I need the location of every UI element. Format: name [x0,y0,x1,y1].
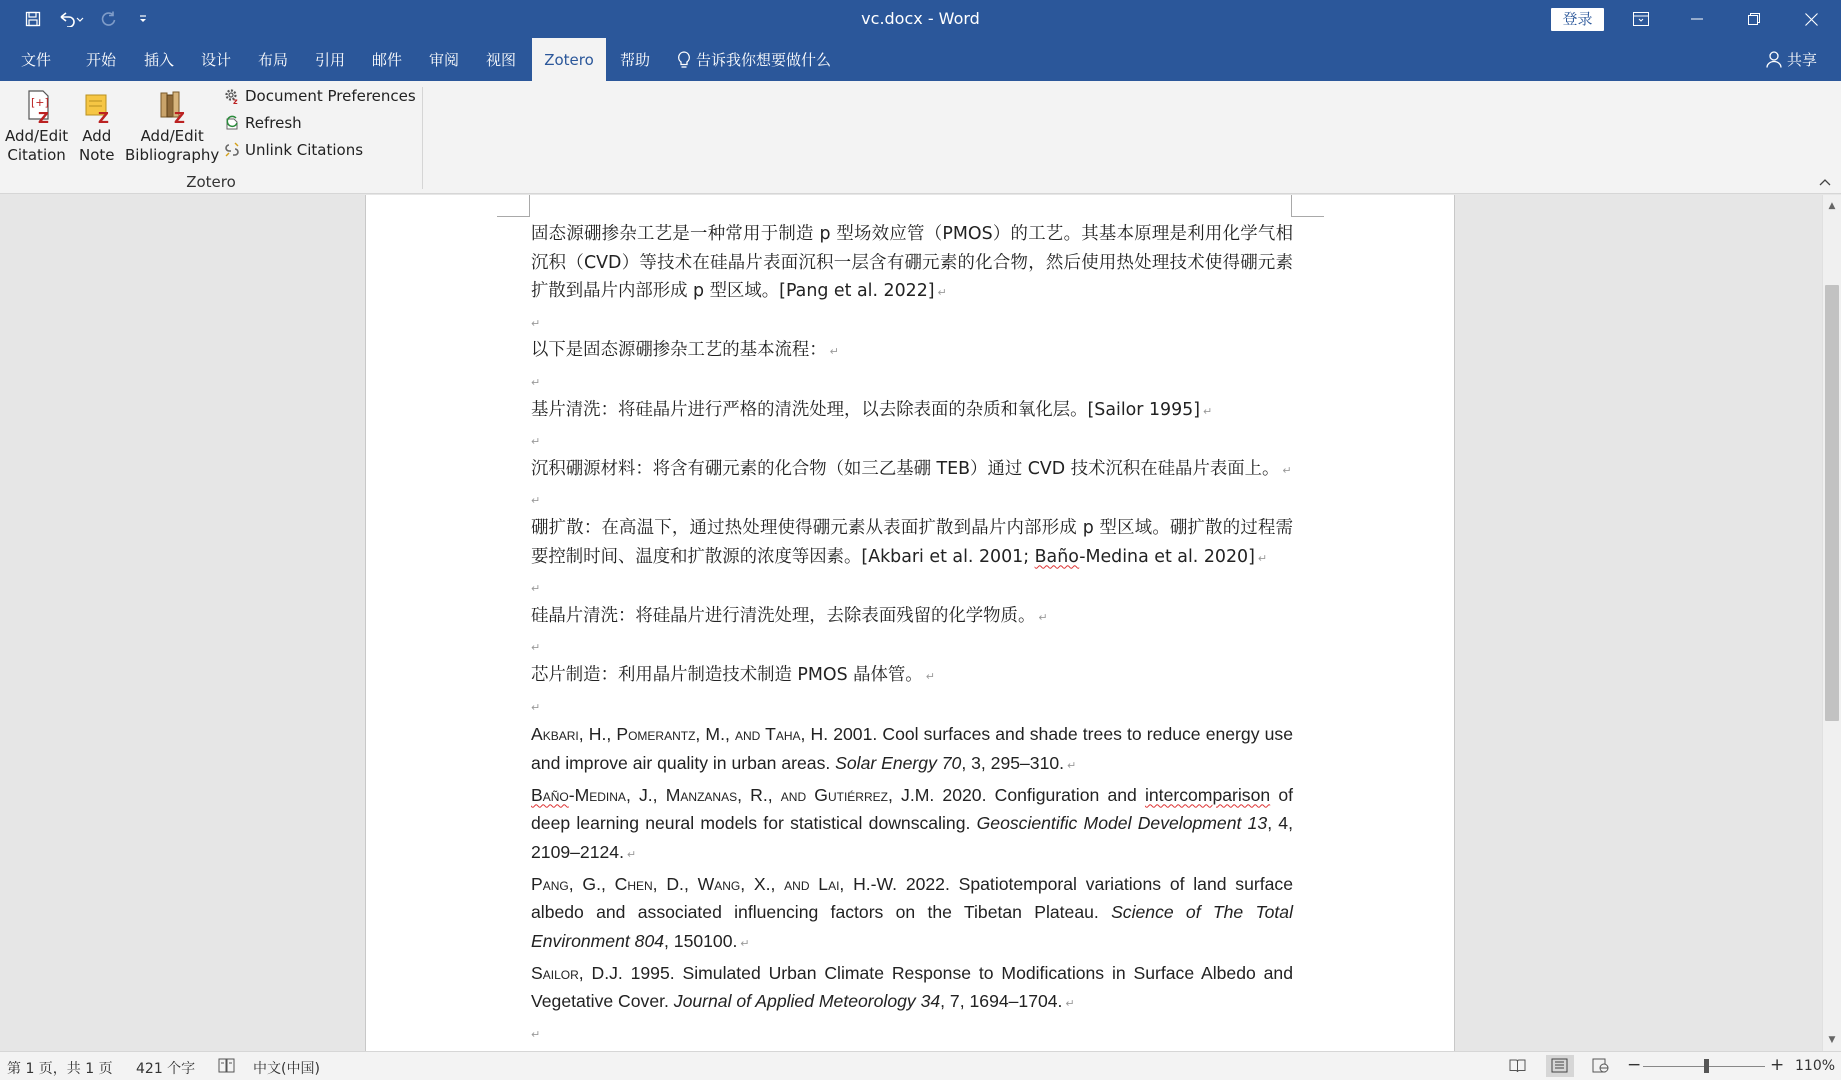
crop-mark-right [1291,195,1324,217]
add-edit-citation-label-2: Citation [7,146,66,164]
read-mode-icon[interactable] [1509,1058,1526,1073]
tell-me-label: 告诉我你想要做什么 [696,50,832,69]
spelling-error[interactable]: Baño [531,784,569,805]
document-page[interactable] [365,195,1455,1051]
svg-text:z: z [233,97,238,104]
svg-text:Z: Z [97,109,109,125]
save-icon[interactable] [18,6,48,32]
undo-icon[interactable] [52,6,90,32]
svg-text:Z: Z [37,109,49,125]
bibliography-icon [155,89,189,125]
empty-paragraph: ↵ [531,494,541,508]
document-preferences-button[interactable] [224,87,416,105]
empty-paragraph: ↵ [531,700,541,714]
svg-text:[+]: [+] [30,96,49,109]
share-button[interactable] [1766,38,1817,81]
paragraph: 基片清洗：将硅晶片进行严格的清洗处理，以去除表面的杂质和氧化层。[Sailor 1995] ↵ [531,399,1213,420]
paragraph: 沉积硼源材料：将含有硼元素的化合物（如三乙基硼 TEB）通过 CVD 技术沉积在硅晶片表面上。 ↵ [531,458,1292,479]
empty-paragraph: ↵ [531,375,541,389]
add-note-button[interactable] [79,89,115,165]
group-separator [422,87,423,189]
tab-mailings[interactable]: 邮件 [371,51,402,69]
scroll-up-icon[interactable]: ▲ [1828,201,1836,211]
tab-layout[interactable]: 布局 [257,51,288,69]
tab-home[interactable]: 开始 [85,51,116,69]
add-edit-citation-label-1: Add/Edit [5,127,69,145]
quick-access-toolbar [18,6,158,32]
word-count[interactable]: 421 个字 [136,1061,196,1077]
lightbulb-icon [676,51,692,69]
zoom-level[interactable]: 110% [1795,1058,1836,1074]
add-note-label-2: Note [79,146,115,164]
scroll-thumb[interactable] [1825,285,1839,721]
zoom-slider-thumb[interactable] [1704,1059,1709,1073]
unlink-citations-button[interactable] [224,141,363,159]
add-edit-bibliography-label-1: Add/Edit [140,127,204,145]
spelling-error[interactable]: Baño [1034,546,1080,567]
print-layout-icon[interactable] [1551,1058,1568,1073]
document-preferences-label: Document Preferences [245,87,416,105]
tab-review[interactable]: 审阅 [428,51,459,69]
tell-me-search[interactable] [676,38,831,81]
add-edit-citation-button[interactable] [5,89,68,165]
language-indicator[interactable]: 中文(中国) [253,1061,320,1077]
share-label: 共享 [1786,50,1817,69]
proofing-icon[interactable] [218,1058,235,1073]
minimize-icon[interactable] [1673,0,1721,38]
empty-paragraph: ↵ [531,582,541,596]
tab-insert[interactable]: 插入 [143,51,174,69]
tab-help[interactable]: 帮助 [619,51,650,69]
web-layout-icon[interactable] [1592,1058,1609,1073]
tab-references[interactable]: 引用 [314,51,345,69]
bibliography-entry: Akbari, H., Pomerantz, M., and Taha, H. 2001. Cool surfaces and shade trees to reduce energy use and improve air quality in urban areas. Solar Energy 70, 3, 295–310. ↵ [531,724,1293,773]
add-edit-bibliography-label-2: Bibliography [125,146,220,164]
customize-qat-icon[interactable] [128,6,158,32]
empty-paragraph: ↵ [531,435,541,449]
document-body[interactable] [531,220,1293,1048]
paragraph: 硼扩散：在高温下，通过热处理使得硼元素从表面扩散到晶片内部形成 p 型区域。硼扩散的过程需要控制时间、温度和扩散源的浓度等因素。[Akbari et al. 2001; Baño-Medina et al. 2020] ↵ [531,517,1293,567]
add-edit-bibliography-button[interactable] [125,89,219,165]
empty-paragraph: ↵ [531,1028,541,1042]
scroll-down-icon[interactable]: ▼ [1828,1035,1836,1045]
window-title: vc.docx - Word [861,9,980,28]
spelling-error[interactable]: intercomparison [1144,784,1271,805]
tab-file[interactable]: 文件 [20,51,51,69]
login-button[interactable]: 登录 [1551,8,1604,31]
gear-icon [224,88,240,104]
svg-text:Z: Z [174,109,186,125]
zoom-in-button[interactable]: + [1770,1055,1785,1075]
crop-mark-left [497,195,530,217]
collapse-ribbon-icon[interactable] [1819,175,1831,189]
ribbon-display-icon[interactable] [1617,0,1665,38]
group-label-zotero: Zotero [186,173,236,191]
zoom-out-button[interactable]: − [1627,1055,1642,1075]
unlink-icon [224,142,240,158]
citation-icon [20,89,54,125]
paragraph: 固态源硼掺杂工艺是一种常用于制造 p 型场效应管（PMOS）的工艺。其基本原理是利用化学气相沉积（CVD）等技术在硅晶片表面沉积一层含有硼元素的化合物，然后使用热处理技术使得硼元素扩散到晶片内部形成 p 型区域。[Pang et al. 2022] ↵ [531,224,1293,302]
page-count[interactable]: 第 1 页，共 1 页 [7,1061,113,1077]
ribbon-tabs [0,38,1841,81]
refresh-button[interactable] [224,114,302,132]
tab-design[interactable]: 设计 [200,51,231,69]
vertical-scrollbar[interactable] [1822,195,1841,1051]
empty-paragraph: ↵ [531,316,541,330]
add-note-label-1: Add [82,127,112,145]
bibliography-entry: Pang, G., Chen, D., Wang, X., and Lai, H.-W. 2022. Spatiotemporal variations of land surface albedo and associated influencing factors on the Tibetan Plateau. Science of The Total Environment 804, 150100. ↵ [531,873,1293,952]
paragraph: 硅晶片清洗：将硅晶片进行清洗处理，去除表面残留的化学物质。 ↵ [531,605,1048,626]
close-icon[interactable] [1787,0,1835,38]
unlink-citations-label: Unlink Citations [245,141,364,159]
tab-zotero[interactable]: Zotero [532,38,606,81]
note-icon [80,89,114,125]
empty-paragraph: ↵ [531,641,541,655]
refresh-label: Refresh [245,114,302,132]
bibliography-entry: Baño-Medina, J., Manzanas, R., and Gutiérrez, J.M. 2020. Configuration and intercomparison of deep learning neural models for statistical downscaling. Geoscientific Model Development 13, 4, 2109–2124. ↵ [531,784,1293,862]
person-icon [1766,51,1782,68]
redo-icon[interactable] [94,6,124,32]
bibliography-entry: Sailor, D.J. 1995. Simulated Urban Climate Response to Modifications in Surface Albedo and Vegetative Cover. Journal of Applied Meteorology 34, 7, 1694–1704. ↵ [531,962,1293,1012]
tab-view[interactable]: 视图 [485,51,516,69]
refresh-icon [224,115,240,131]
restore-icon[interactable] [1730,0,1778,38]
title-bar [0,0,1841,38]
paragraph: 以下是固态源硼掺杂工艺的基本流程： ↵ [531,340,839,361]
status-bar [0,1051,1841,1080]
document-workspace [0,195,1822,1051]
paragraph: 芯片制造：利用晶片制造技术制造 PMOS 晶体管。 ↵ [531,664,935,685]
ribbon-zotero [0,81,1841,194]
